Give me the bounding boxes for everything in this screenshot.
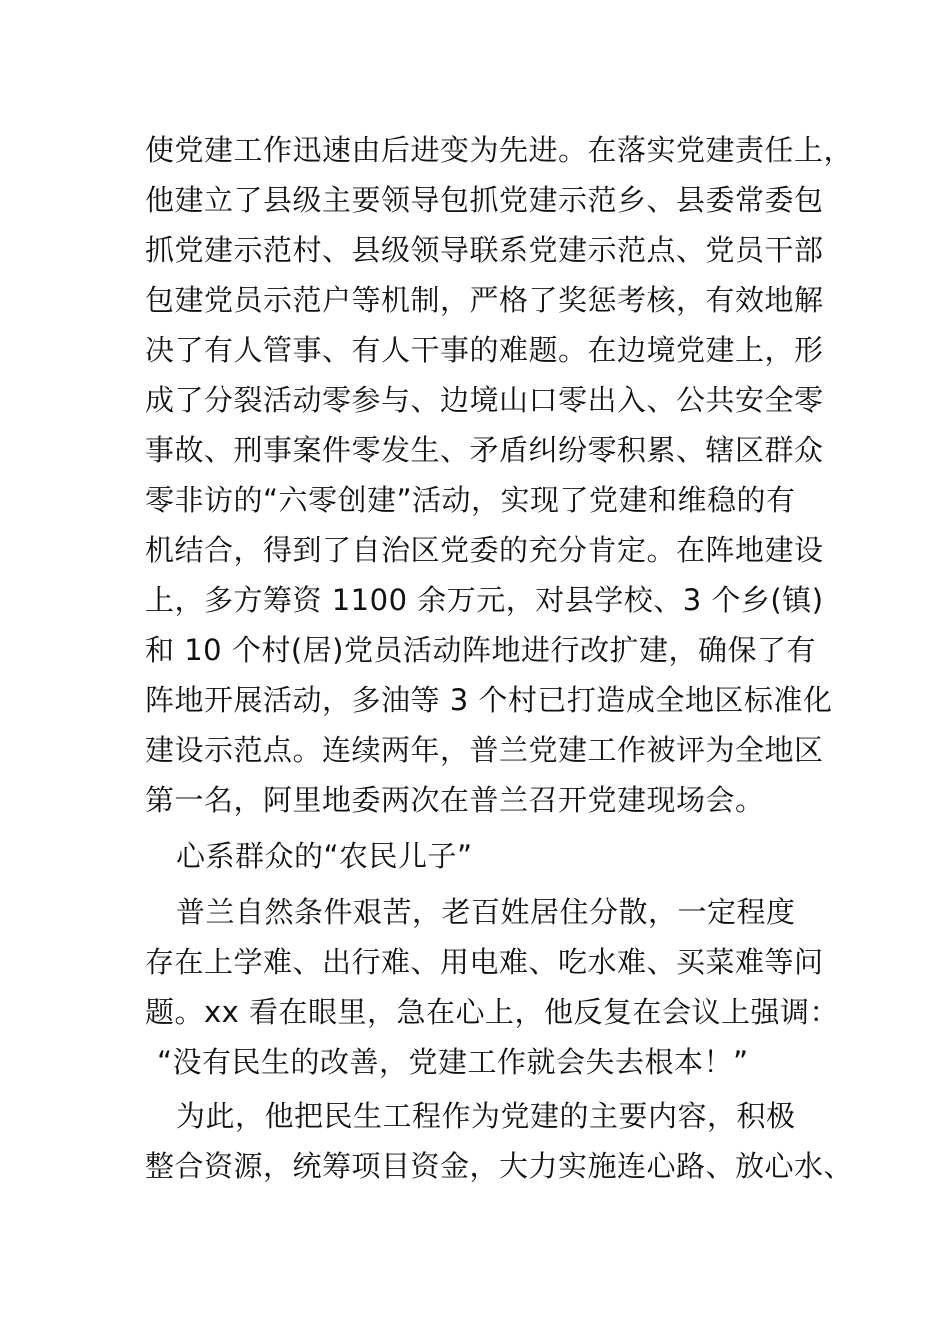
paragraph-line: 整合资源，统筹项目资金，大力实施连心路、放心水、	[145, 1149, 854, 1183]
paragraph-line: 建设示范点。连续两年，普兰党建工作被评为全地区	[145, 733, 824, 767]
paragraph-line: 阵地开展活动，多油等 3 个村已打造成全地区标准化	[145, 683, 833, 717]
paragraph-line: 抓党建示范村、县级领导联系党建示范点、党员干部	[145, 233, 824, 267]
paragraph-line: 零非访的“六零创建”活动，实现了党建和维稳的有	[145, 483, 796, 517]
quote-line: “没有民生的改善，党建工作就会失去根本！”	[157, 1045, 749, 1079]
paragraph-line: 和 10 个村(居)党员活动阵地进行改扩建，确保了有	[145, 633, 816, 667]
paragraph-line: 存在上学难、出行难、用电难、吃水难、买菜难等问	[145, 945, 824, 979]
paragraph-line: 机结合，得到了自治区党委的充分肯定。在阵地建设	[145, 533, 824, 567]
paragraph-line: 使党建工作迅速由后进变为先进。在落实党建责任上，	[145, 133, 854, 167]
paragraph-line: 题。xx 看在眼里，急在心上，他反复在会议上强调：	[145, 995, 840, 1029]
paragraph-line: 事故、刑事案件零发生、矛盾纠纷零积累、辖区群众	[145, 433, 824, 467]
paragraph-line: 他建立了县级主要领导包抓党建示范乡、县委常委包	[145, 183, 824, 217]
paragraph-line: 成了分裂活动零参与、边境山口零出入、公共安全零	[145, 383, 824, 417]
paragraph-line: 为此，他把民生工程作为党建的主要内容，积极	[176, 1099, 796, 1133]
paragraph-line: 第一名，阿里地委两次在普兰召开党建现场会。	[145, 783, 765, 817]
paragraph-line: 普兰自然条件艰苦，老百姓居住分散，一定程度	[176, 895, 796, 929]
paragraph-line: 决了有人管事、有人干事的难题。在边境党建上，形	[145, 333, 824, 367]
paragraph-line: 包建党员示范户等机制，严格了奖惩考核，有效地解	[145, 283, 824, 317]
section-heading: 心系群众的“农民儿子”	[176, 839, 473, 873]
paragraph-line: 上，多方筹资 1100 余万元，对县学校、3 个乡(镇)	[145, 583, 824, 617]
